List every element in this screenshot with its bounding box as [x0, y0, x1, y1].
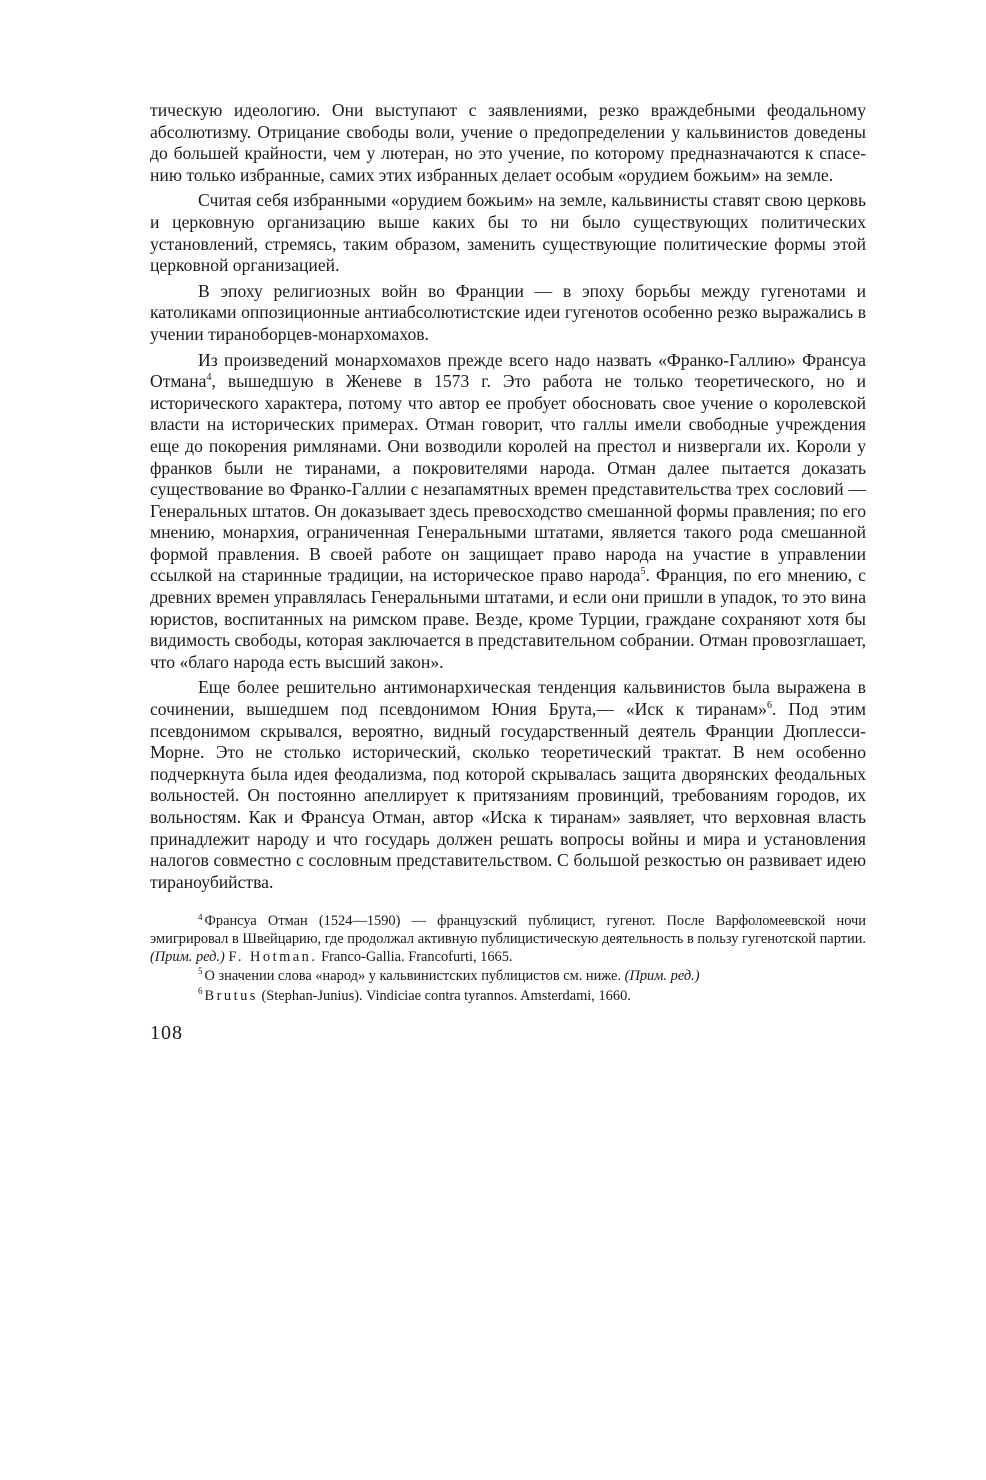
footnote-6-work: (Stephan-Junius). Vindiciae contra tyrannos. Amsterdami, 1660.: [261, 987, 631, 1004]
paragraph-4-part-a: Из произведений монархомахов прежде всего надо назвать «Франко-Галлию» Франсуа Отмана: [150, 349, 866, 392]
paragraph-5-part-b: . Под этим псевдонимом скрывался, вероятно, видный государственный деятель Франции Дюплесси-Морне. Это не столько исторический, сколько теоретический трактат. В нем особенно подчеркнута была идея феодализма, под которой скрывалась защита дворянских феодальных вольностей. Он постоянно апеллирует к притязаниям провинций, требованиям городов, их вольностям. Как и Франсуа Отман, автор «Иска к тиранам» заявляет, что верховная власть принадлежит народу и что государь должен решать вопросы войны и мира и установления налогов совместно с сословным представительством. С большой резкостью он развивает идею тираноубийства.: [150, 699, 866, 892]
footnote-4-author: F. Hotman.: [228, 948, 318, 965]
footnote-ref-5: 5: [640, 566, 646, 578]
main-text: [150, 100, 866, 893]
footnote-5: [150, 968, 866, 986]
footnote-6-author: Brutus: [204, 987, 258, 1004]
book-page: [150, 100, 866, 1045]
footnote-5-text: О значении слова «народ» у кальвинистских публицистов см. ниже.: [204, 968, 622, 985]
footnote-4-text: Франсуа Отман (1524—1590) — французский публицист, гугенот. После Варфоломеевской ночи эмигрировал в Швейцарию, где продолжал активную публицистическую деятельность в пользу гугенотской партии.: [150, 913, 866, 947]
footnote-4: [150, 913, 866, 966]
paragraph-4: [150, 350, 866, 674]
footnote-5-mark: 5: [198, 966, 203, 977]
paragraph-2: Считая себя избранными «орудием божьим» на земле, кальвинисты ставят свою церковь и церковную организацию выше каких бы то ни было существующих политических установлений, стремясь, таким образом, заменить существующие политические формы этой церковной организацией.: [150, 190, 866, 276]
page-number: 108: [150, 1022, 183, 1045]
footnote-5-editor-note: (Прим. ред.): [624, 968, 700, 985]
footnote-4-editor-note: (Прим. ред.): [150, 948, 225, 965]
paragraph-4-part-c: . Франция, по его мнению, с древних времен управлялась Генеральными штатами, и если они пришли в упадок, то это вина юристов, воспитанных на римском праве. Везде, кроме Турции, граждане сохраняют хотя бы видимость свободы, которая заключается в представительном собрании. Отман провозглашает, что «благо народа есть высший закон».: [150, 565, 866, 672]
footnote-4-work: Franco-Gallia. Francofurti, 1665.: [321, 948, 513, 965]
footnote-ref-6: 6: [766, 700, 772, 712]
footnote-ref-4: 4: [206, 372, 212, 384]
footnotes: [150, 913, 866, 1005]
paragraph-5: [150, 677, 866, 893]
paragraph-5-part-a: Еще более решительно антимонархическая тенденция кальвинистов была выражена в сочинении, вышедшем под псевдонимом Юния Брута,— «Иск к тиранам»: [150, 677, 866, 720]
footnote-6-mark: 6: [198, 985, 203, 996]
footnote-4-mark: 4: [198, 911, 203, 922]
paragraph-4-part-b: , вышедшую в Женеве в 1573 г. Это работа не только теоретического, но и исторического характера, потому что автор ее пробует обосновать свое учение о королевской власти на исторических примерах. Отман говорит, что галлы имели свободные учреждения еще до покорения римлянами. Они возводили королей на престол и низвергали их. Короли у франков были не тиранами, а покровителями народа. Отман далее пытается доказать существование во Франко-Галлии с незапамятных времен представительства трех сословий — Генеральных штатов. Он доказывает здесь превосходство смешанной формы правления; по его мнению, монархия, ограниченная Генеральными штатами, является такого рода смешанной формой правления. В своей работе он защищает право народа на участие в управлении ссылкой на старинные традиции, на историческое право народа: [150, 371, 866, 586]
paragraph-1: тическую идеологию. Они выступают с заявлениями, резко враждебными феодальному абсолютизму. Отрицание свободы воли, учение о предопределении у кальвинистов доведены до большей крайности, чем у лютеран, но это учение, по которому предназначаются к спасению только избранные, самих этих избранных делает особым «орудием божьим» на земле.: [150, 100, 866, 185]
footnote-6: [150, 985, 866, 1006]
paragraph-3: В эпоху религиозных войн во Франции — в эпоху борьбы между гугенотами и католиками оппозиционные антиабсолютистские идеи гугенотов особенно резко выражались в учении тираноборцев-монархомахов.: [150, 280, 866, 344]
